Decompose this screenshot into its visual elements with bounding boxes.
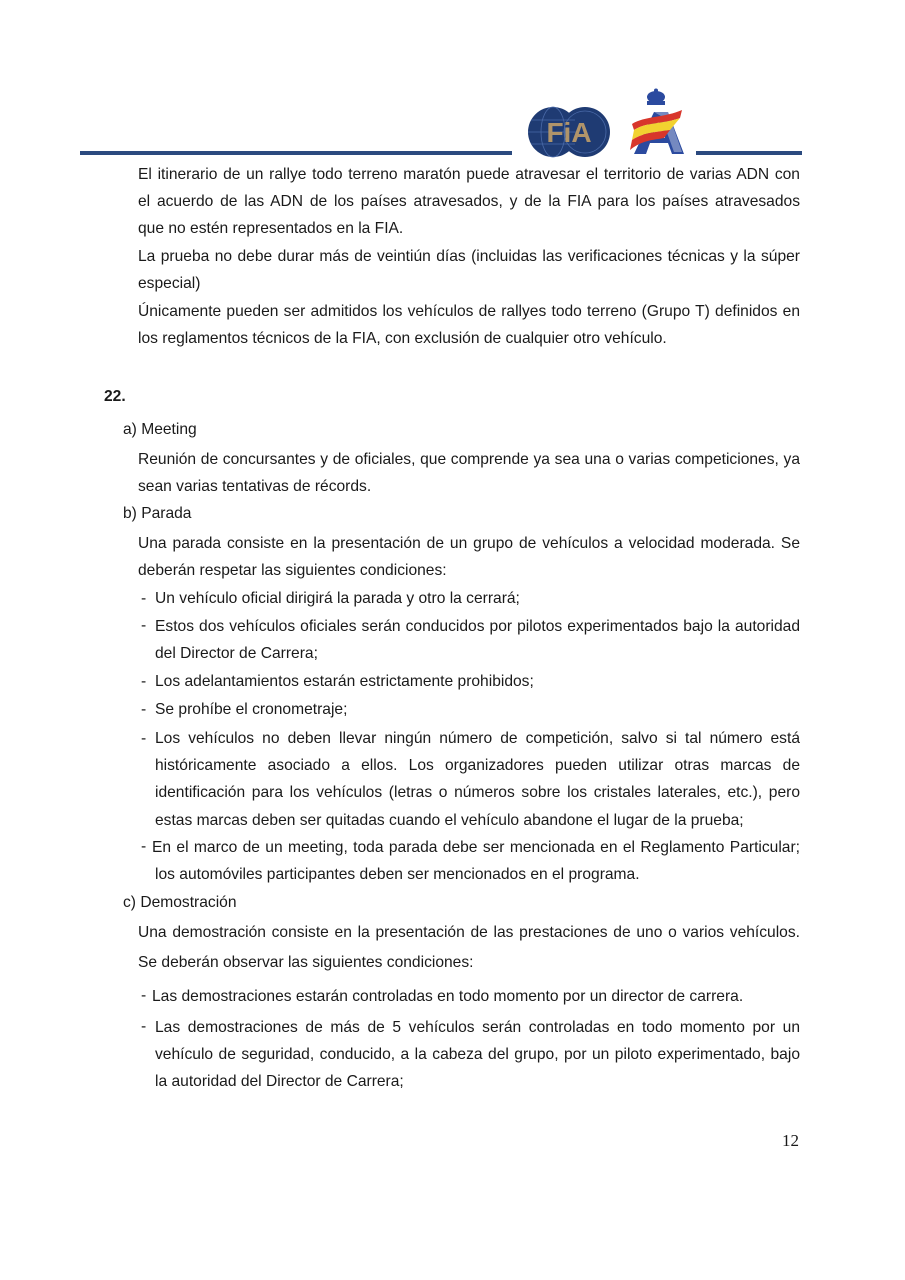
rfeda-logo-icon (624, 88, 688, 156)
text-line: El itinerario de un rallye todo terreno maratón puede atravesar el territorio de varias ADN con (138, 166, 800, 183)
bullet-item (155, 613, 800, 667)
page-number: 12 (782, 1131, 799, 1150)
text-line: que no estén representados en la FIA. (138, 220, 404, 238)
text-line: Se prohíbe el cronometraje; (155, 701, 348, 718)
bullet-item (155, 1014, 800, 1096)
text-line: Únicamente pueden ser admitidos los vehículos de rallyes todo terreno (Grupo T) definidos en (138, 303, 800, 320)
text-line: Las demostraciones estarán controladas en todo momento por un director de carrera. (152, 988, 744, 1005)
bullet-dash: - (141, 1018, 147, 1035)
text-line: identificación para los vehículos (letras o números sobre los cristales laterales, etc.), pero (155, 784, 800, 802)
subsection-b-title: b) Parada (123, 505, 192, 522)
section-number: 22. (104, 388, 126, 405)
text-line: Las demostraciones de más de 5 vehículos serán controladas en todo momento por un (155, 1019, 800, 1036)
intro-paragraph-1 (138, 161, 800, 243)
text-line: vehículo de seguridad, conducido, a la cabeza del grupo, por un piloto experimentado, bajo (155, 1046, 800, 1064)
svg-text:FiA: FiA (546, 117, 592, 148)
subsection-b-body (138, 530, 800, 584)
text-line: Una demostración consiste en la presentación de las prestaciones de uno o varios vehículos. (138, 924, 800, 941)
bullet-dash: - (141, 701, 147, 718)
text-line: los reglamentos técnicos de la FIA, con exclusión de cualquier otro vehículo. (138, 330, 667, 348)
bullet-dash: - (141, 987, 147, 1004)
bullet-item (155, 725, 800, 834)
text-line: el acuerdo de las ADN de los países atravesados, y de la FIA para los países atravesados (138, 193, 800, 211)
text-line: La prueba no debe durar más de veintiún días (incluidas las verificaciones técnicas y la súper (138, 248, 800, 265)
subsection-a-title: a) Meeting (123, 421, 197, 438)
intro-paragraph-3 (138, 298, 800, 352)
bullet-dash: - (141, 838, 147, 855)
bullet-dash: - (141, 617, 147, 634)
subsection-a-body (138, 446, 800, 500)
subsection-c-title: c) Demostración (123, 894, 237, 911)
bullet-dash: - (141, 730, 147, 747)
intro-paragraph-2 (138, 243, 800, 297)
bullet-item (152, 983, 797, 1010)
text-line: del Director de Carrera; (155, 645, 318, 663)
text-line: En el marco de un meeting, toda parada debe ser mencionada en el Reglamento Particular; (152, 839, 800, 856)
text-line: sean varias tentativas de récords. (138, 478, 372, 496)
text-line: Reunión de concursantes y de oficiales, que comprende ya sea una o varias competiciones, ya (138, 451, 800, 468)
bullet-item (155, 668, 800, 695)
text-line: Un vehículo oficial dirigirá la parada y otro la cerrará; (155, 590, 520, 607)
text-line: históricamente asociado a ellos. Los organizadores pueden utilizar otras marcas de (155, 757, 800, 775)
bullet-item (152, 834, 800, 888)
bullet-item (155, 585, 800, 612)
subsection-c-body (138, 919, 800, 976)
fia-logo-icon (527, 104, 611, 160)
text-line: especial) (138, 275, 201, 293)
text-line: Estos dos vehículos oficiales serán conducidos por pilotos experimentados bajo la autoridad (155, 618, 800, 635)
text-line: Los adelantamientos estarán estrictamente prohibidos; (155, 673, 534, 690)
text-line: Se deberán observar las siguientes condiciones: (138, 954, 474, 972)
bullet-dash: - (141, 590, 147, 607)
text-line: deberán respetar las siguientes condiciones: (138, 562, 447, 580)
bullet-dash: - (141, 673, 147, 690)
text-line: la autoridad del Director de Carrera; (155, 1073, 404, 1091)
bullet-item (155, 696, 800, 723)
text-line: Los vehículos no deben llevar ningún número de competición, salvo si tal número está (155, 730, 800, 747)
text-line: los automóviles participantes deben ser mencionados en el programa. (155, 866, 640, 884)
header-rule-left (80, 151, 512, 155)
text-line: Una parada consiste en la presentación de un grupo de vehículos a velocidad moderada. Se (138, 535, 800, 552)
text-line: estas marcas deben ser quitadas cuando el vehículo abandone el lugar de la prueba; (155, 811, 744, 829)
header-rule-right (696, 151, 802, 155)
